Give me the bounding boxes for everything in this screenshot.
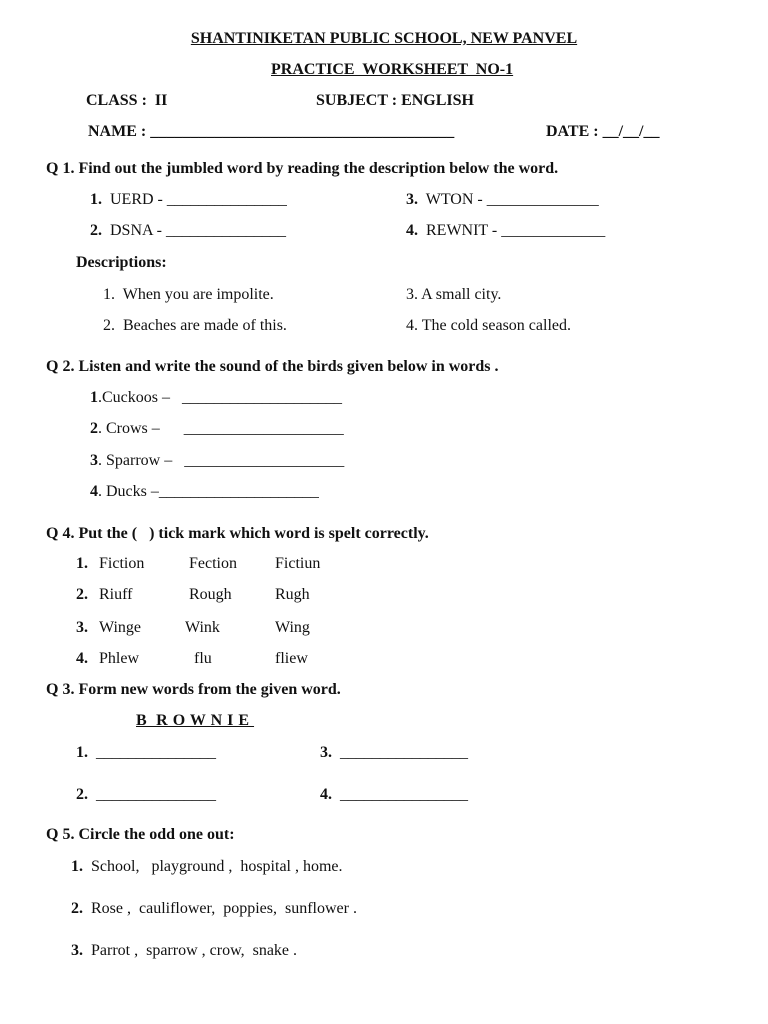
q2-item-text: . Ducks –____________________ — [98, 483, 319, 500]
q1-word-number: 4. — [406, 222, 418, 239]
q2-item-1 — [90, 390, 342, 406]
q3-blank-number: 3. — [320, 744, 332, 761]
q3-blank-3 — [320, 745, 468, 761]
q3-blank-line: ________________ — [340, 786, 468, 803]
q4-row-1-number: 1. — [76, 555, 88, 572]
q2-title: Q 2. Listen and write the sound of the birds given below in words . — [46, 358, 499, 375]
q5-item-3 — [71, 943, 297, 959]
q4-option: fliew — [275, 650, 308, 667]
q3-blank-line: ________________ — [340, 744, 468, 761]
q1-word-2 — [90, 223, 286, 239]
q3-blank-line: _______________ — [96, 744, 216, 761]
q3-blank-number: 2. — [76, 786, 88, 803]
q4-title: Q 4. Put the ( ) tick mark which word is spelt correctly. — [46, 525, 429, 542]
q1-word-3 — [406, 192, 599, 208]
school-name: SHANTINIKETAN PUBLIC SCHOOL, NEW PANVEL — [190, 30, 578, 47]
q3-blank-4 — [320, 787, 468, 803]
q5-item-number: 1. — [71, 858, 83, 875]
q1-word-text: UERD - _______________ — [110, 191, 287, 208]
q4-option: Fection — [189, 555, 237, 572]
q2-item-text: . Crows – ____________________ — [98, 420, 344, 437]
q2-item-4 — [90, 484, 319, 500]
description-2: 2. Beaches are made of this. — [103, 317, 287, 334]
q4-option: Fiction — [99, 555, 145, 572]
subject-label: SUBJECT : ENGLISH — [316, 92, 474, 109]
q4-option: Wing — [275, 619, 310, 636]
q5-item-1 — [71, 859, 343, 875]
description-4: 4. The cold season called. — [406, 317, 571, 334]
q4-option: Rough — [189, 586, 232, 603]
q3-blank-number: 1. — [76, 744, 88, 761]
q4-row-3-number: 3. — [76, 619, 88, 636]
q1-word-number: 1. — [90, 191, 102, 208]
q1-word-text: REWNIT - _____________ — [426, 222, 606, 239]
q4-option: Riuff — [99, 586, 133, 603]
q1-word-text: DSNA - _______________ — [110, 222, 287, 239]
q2-item-number: 4 — [90, 483, 98, 500]
worksheet-title: PRACTICE WORKSHEET NO-1 — [271, 61, 514, 78]
q3-blank-number: 4. — [320, 786, 332, 803]
q4-option: Fictiun — [275, 555, 321, 572]
q4-row-2-number: 2. — [76, 586, 88, 603]
q2-item-3 — [90, 453, 344, 469]
q5-item-text: Rose , cauliflower, poppies, sunflower . — [91, 900, 357, 917]
q1-word-text: WTON - ______________ — [425, 191, 599, 208]
q2-item-text: .Cuckoos – ____________________ — [98, 389, 342, 406]
q5-item-text: Parrot , sparrow , crow, snake . — [91, 942, 298, 959]
q3-blank-2 — [76, 787, 216, 803]
name-field: NAME : ______________________________________ — [88, 123, 455, 140]
q5-title: Q 5. Circle the odd one out: — [46, 826, 235, 843]
q4-option: Winge — [99, 619, 142, 636]
q2-item-2 — [90, 421, 344, 437]
q4-option: Phlew — [99, 650, 139, 667]
class-label: CLASS : II — [86, 92, 168, 109]
q4-option: Rugh — [275, 586, 310, 603]
description-1: 1. When you are impolite. — [103, 286, 274, 303]
given-word: B R O W N I E — [136, 712, 255, 729]
q2-item-text: . Sparrow – ____________________ — [98, 452, 345, 469]
q5-item-number: 2. — [71, 900, 83, 917]
q4-option: flu — [194, 650, 212, 667]
q1-word-number: 2. — [90, 222, 102, 239]
q4-option: Wink — [185, 619, 220, 636]
date-field: DATE : __/__/__ — [546, 123, 660, 140]
q4-row-4-number: 4. — [76, 650, 88, 667]
q1-title: Q 1. Find out the jumbled word by reading the description below the word. — [46, 160, 559, 177]
descriptions-label: Descriptions: — [76, 254, 167, 271]
q2-item-number: 1 — [90, 389, 98, 406]
q2-item-number: 3 — [90, 452, 98, 469]
q3-blank-1 — [76, 745, 216, 761]
q2-item-number: 2 — [90, 420, 98, 437]
q1-word-4 — [406, 223, 605, 239]
q3-blank-line: _______________ — [96, 786, 216, 803]
q5-item-2 — [71, 901, 357, 917]
q3-title: Q 3. Form new words from the given word. — [46, 681, 341, 698]
q5-item-text: School, playground , hospital , home. — [91, 858, 343, 875]
q1-word-1 — [90, 192, 287, 208]
q1-word-number: 3. — [406, 191, 418, 208]
q5-item-number: 3. — [71, 942, 83, 959]
description-3: 3. A small city. — [406, 286, 502, 303]
